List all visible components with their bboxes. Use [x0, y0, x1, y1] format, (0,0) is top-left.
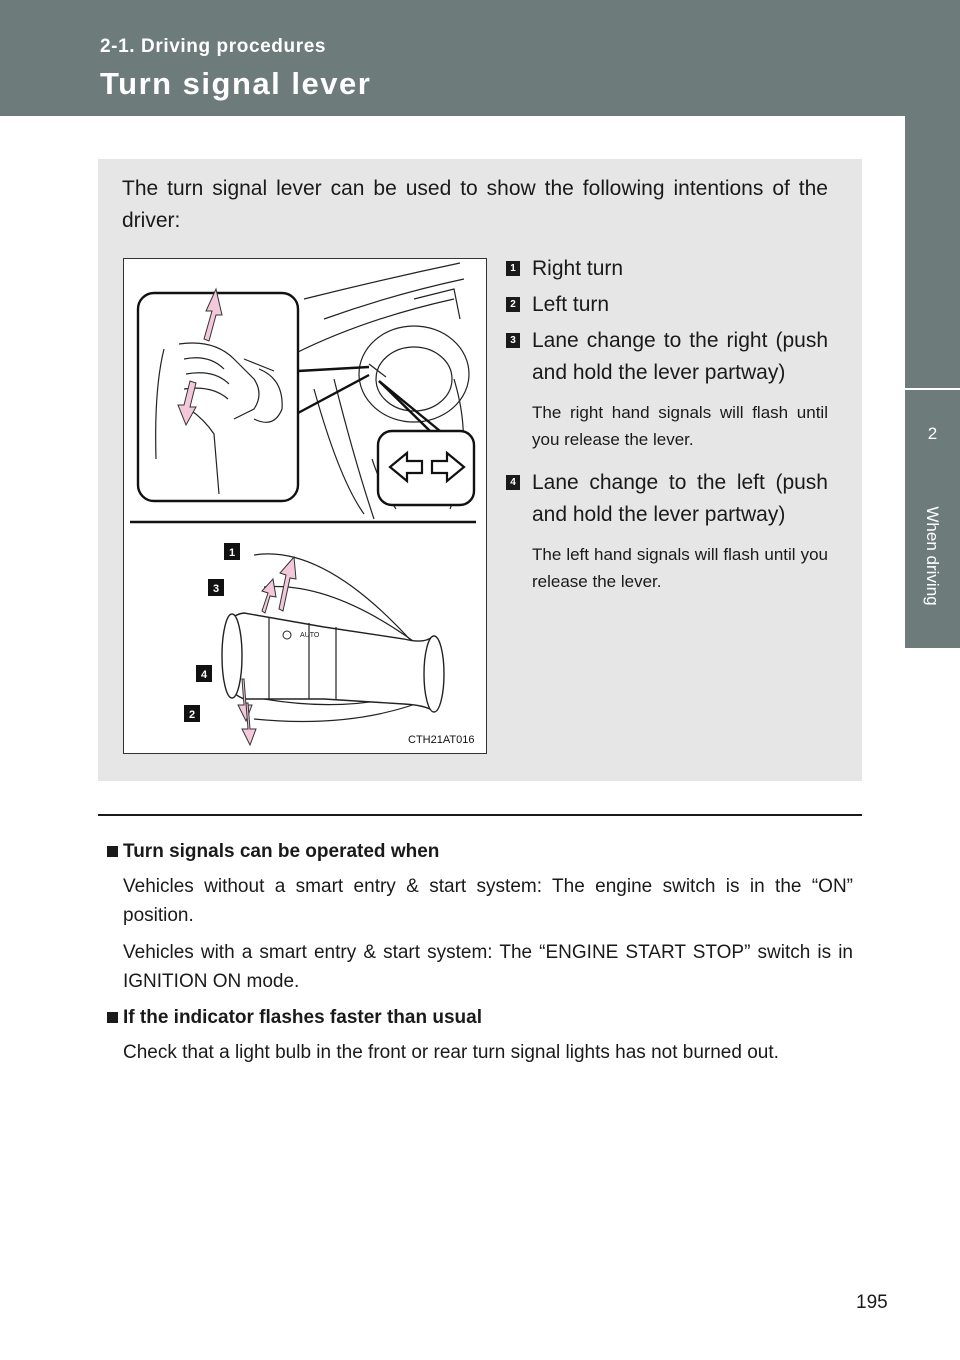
item-label: Right turn [532, 257, 624, 280]
note-heading [107, 838, 853, 866]
page-header [0, 0, 905, 116]
svg-text:AUTO: AUTO [300, 632, 320, 639]
item-badge: 3 [506, 333, 520, 348]
note-paragraph: Vehicles without a smart entry & start system: The engine switch is in the “ON” position. [123, 876, 853, 926]
signal-item-list [506, 253, 828, 595]
info-box [98, 159, 862, 781]
turn-signal-illustration [124, 259, 486, 753]
note-heading-text: If the indicator flashes faster than usual [123, 1007, 482, 1028]
item-note: The right hand signals will flash until you release the lever. [532, 403, 828, 449]
page-title: Turn signal lever [100, 66, 372, 101]
callout-1: 1 [228, 547, 236, 559]
item-badge: 4 [506, 475, 520, 490]
page-number: 195 [856, 1292, 888, 1313]
side-tab-upper-block [905, 0, 960, 388]
chapter-side-tab [905, 0, 960, 1360]
chapter-label: When driving [923, 506, 942, 606]
item-label: Lane change to the right (push and hold the lever partway) [532, 329, 828, 384]
item-label: Left turn [532, 293, 610, 316]
square-bullet-icon [107, 1012, 118, 1023]
list-item [506, 467, 828, 595]
note-heading-text: Turn signals can be operated when [123, 841, 440, 862]
list-item [506, 253, 828, 285]
note-paragraph: Check that a light bulb in the front or rear turn signal lights has not burned out. [123, 1042, 779, 1063]
note-paragraph: Vehicles with a smart entry & start system: The “ENGINE START STOP” switch is in IGNITION ON mode. [123, 942, 853, 992]
square-bullet-icon [107, 846, 118, 857]
callout-2: 2 [188, 709, 196, 721]
item-label: Lane change to the left (push and hold the lever partway) [532, 471, 828, 526]
callout-4: 4 [200, 669, 208, 681]
callout-3: 3 [212, 583, 220, 595]
figure-code: CTH21AT016 [408, 734, 475, 746]
notes-section [107, 838, 853, 1067]
chapter-number: 2 [927, 424, 938, 443]
item-badge: 2 [506, 297, 520, 312]
intro-text: The turn signal lever can be used to show the following intentions of the driver: [122, 177, 828, 232]
turn-signal-figure [123, 258, 487, 754]
list-item [506, 325, 828, 453]
item-note: The left hand signals will flash until you release the lever. [532, 545, 828, 591]
note-heading [107, 1004, 853, 1032]
section-label: 2-1. Driving procedures [100, 36, 327, 57]
section-divider [98, 814, 862, 816]
item-badge: 1 [506, 261, 520, 276]
list-item [506, 289, 828, 321]
